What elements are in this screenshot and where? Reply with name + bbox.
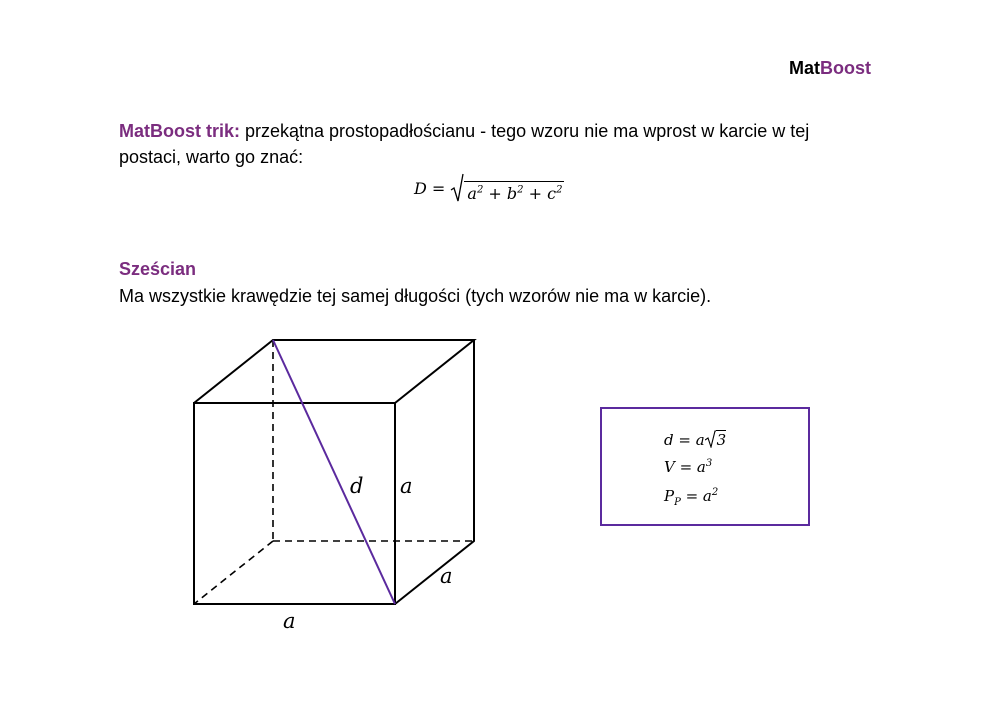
section-description: Ma wszystkie krawędzie tej samej długości (tych wzorów nie ma w karcie). [119,286,712,306]
cube-right-face [395,340,474,604]
label-d: d [350,474,364,498]
radicand-a: a [467,184,477,203]
cube-top-face [194,340,474,403]
radicand-c: c [547,184,557,203]
formula-v-exp: 3 [705,458,713,469]
formula-p-rhs: = a [680,487,712,505]
formula-p-sub: P [674,497,681,508]
formula-p-exp: 2 [711,487,719,498]
plus-1: + [483,184,507,203]
section-title: Sześcian [119,259,197,279]
plus-2: + [523,184,548,203]
trick-text: przekątna prostopadłościanu - tego wzoru nie ma wprost w karcie w tej postaci, warto go znać: [119,121,810,167]
space-diagonal [273,340,395,604]
formula-d-root: 3 [716,431,727,449]
hidden-edge-depth [194,541,273,604]
brand-mat: Mat [789,58,820,78]
formula-volume [664,458,712,476]
label-a-bottom: a [283,609,296,633]
label-a-vertical: a [400,474,413,498]
formula-v-lhs: V = a [664,458,706,476]
formula-lhs: D = [414,178,451,198]
brand-boost: Boost [820,58,871,78]
formula-area [664,487,718,508]
trick-label: MatBoost trik: [119,121,240,141]
label-a-depth: a [440,564,453,588]
cube-front-face [194,403,395,604]
formula-p-symbol: P [664,487,675,505]
exp-a: 2 [476,184,484,196]
sqrt-small-icon [705,430,716,448]
exp-b: 2 [517,184,524,196]
radicand-b: b [506,184,518,203]
formula-diagonal [664,430,726,449]
formula-d-lhs: d = a [664,431,705,449]
exp-c: 2 [556,184,563,196]
cube-formulas-box [600,407,810,526]
